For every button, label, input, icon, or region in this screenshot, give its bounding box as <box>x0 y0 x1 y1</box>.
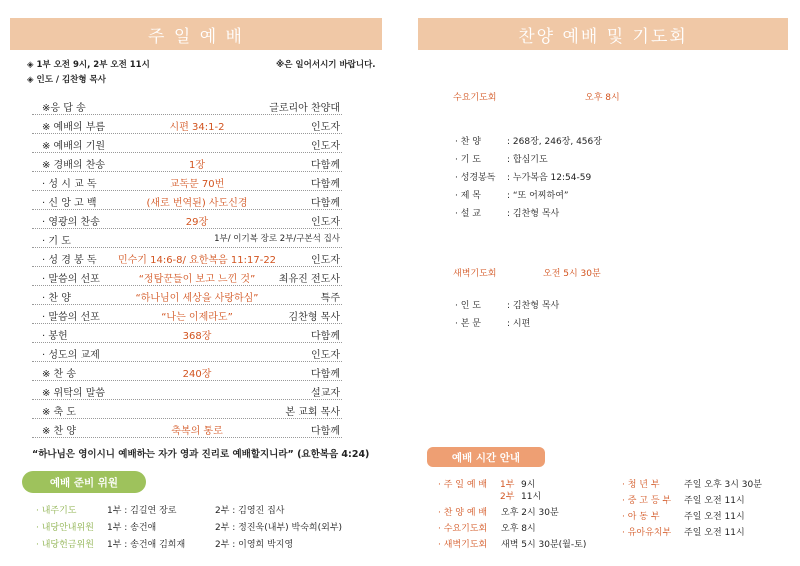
order-label: · 말씀의 선포 <box>42 312 100 323</box>
committee-second: 2부 : 정진욱(내부) 박숙희(외부) <box>215 523 343 533</box>
order-leader: 김찬형 목사 <box>288 312 340 323</box>
schedule-dept: · 청 년 부 <box>622 480 660 490</box>
schedule-time: 오후 8시 <box>501 524 536 534</box>
dawn-prayer-time: 오전 5시 30분 <box>543 269 601 279</box>
order-leader: 글로리아 찬양대 <box>269 103 340 114</box>
wed-prayer-time: 오후 8시 <box>585 93 620 103</box>
schedule-time: 9시 <box>521 480 536 490</box>
order-row <box>32 228 342 248</box>
order-row <box>32 247 342 267</box>
wed-item-value: : 268장, 246장, 456장 <box>507 137 602 147</box>
order-detail: 240장 <box>182 369 212 380</box>
wed-item-value: : 김찬형 목사 <box>507 209 560 219</box>
order-row <box>32 171 342 191</box>
schedule-time: 새벽 5시 30분(월-토) <box>501 540 587 550</box>
order-row <box>32 361 342 381</box>
schedule-dept-time: 주일 오전 11시 <box>684 496 745 506</box>
committee-role: · 내주기도 <box>36 506 77 516</box>
order-label: · 성 경 봉 독 <box>42 255 97 266</box>
order-detail: 민수기 14:6-8/ 요한복음 11:17-22 <box>117 255 277 266</box>
order-leader: 인도자 <box>311 141 340 152</box>
order-label: · 기 도 <box>42 236 71 247</box>
order-leader: 다함께 <box>311 160 340 171</box>
schedule-dept-time: 주일 오전 11시 <box>684 528 745 538</box>
wed-item-label: · 제 목 <box>455 191 481 201</box>
wed-item-label: · 기 도 <box>455 155 481 165</box>
wed-item-label: · 설 교 <box>455 209 481 219</box>
order-leader: 최유진 전도사 <box>278 274 340 285</box>
schedule-part: 2부 <box>500 492 515 502</box>
order-detail: 29장 <box>185 217 209 228</box>
order-detail: “하나님이 세상을 사랑하심” <box>135 293 259 304</box>
order-label: · 신 앙 고 백 <box>42 198 97 209</box>
schedule-dept-time: 주일 오전 11시 <box>684 512 745 522</box>
order-row <box>32 152 342 172</box>
schedule-dept: · 유아유치부 <box>622 528 672 538</box>
standing-notice: ※은 일어서시기 바랍니다. <box>276 60 376 70</box>
order-leader: 인도자 <box>311 255 340 266</box>
order-leader: 다함께 <box>311 426 340 437</box>
order-detail: 368장 <box>182 331 212 342</box>
service-times: ◈ 1부 오전 9시, 2부 오전 11시 <box>27 60 150 70</box>
order-row <box>32 304 342 324</box>
committee-first: 1부 : 송건애 김희재 <box>107 540 186 550</box>
wed-item-value: : 합심기도 <box>507 155 548 165</box>
committee-first: 1부 : 송건애 <box>107 523 157 533</box>
schedule-name: · 주 일 예 배 <box>438 480 488 490</box>
order-row <box>32 209 342 229</box>
schedule-time: 오후 2시 30분 <box>501 508 559 518</box>
order-detail: 시편 34:1-2 <box>169 122 225 133</box>
wed-item-value: : 누가복음 12:54-59 <box>507 173 592 183</box>
dawn-item-value: : 김찬형 목사 <box>507 301 560 311</box>
order-label: · 찬 양 <box>42 293 71 304</box>
order-row <box>32 399 342 419</box>
schedule-dept: · 중 고 등 부 <box>622 496 672 506</box>
order-row <box>32 418 342 438</box>
dawn-prayer-title: 새벽기도회 <box>453 269 497 279</box>
wed-item-value: : “또 어찌하여” <box>507 191 569 201</box>
schedule-time: 11시 <box>521 492 542 502</box>
order-detail: “정탐꾼들이 보고 느낀 것” <box>138 274 256 285</box>
order-leader: 다함께 <box>311 369 340 380</box>
order-label: ※ 경배의 찬송 <box>42 160 106 171</box>
worship-title: 주 일 예 배 <box>148 26 244 47</box>
order-row <box>32 133 342 153</box>
order-row <box>32 266 342 286</box>
leader-info: ◈ 인도 / 김찬형 목사 <box>27 75 106 85</box>
order-leader: 설교자 <box>311 388 340 399</box>
schedule-dept: · 아 동 부 <box>622 512 660 522</box>
order-label: ※ 예배의 기원 <box>42 141 106 152</box>
order-detail: “나는 이제라도” <box>161 312 233 323</box>
order-label: · 성도의 교제 <box>42 350 100 361</box>
order-leader: 1부/ 이기복 장로 2부/구본석 집사 <box>214 234 340 244</box>
order-leader: 본 교회 목사 <box>285 407 340 418</box>
order-row <box>32 114 342 134</box>
schedule-name: · 수요기도회 <box>438 524 488 534</box>
order-leader: 인도자 <box>311 350 340 361</box>
order-row <box>32 342 342 362</box>
order-row <box>32 323 342 343</box>
order-detail: (새로 번역된) 사도신경 <box>146 198 248 209</box>
dawn-item-value: : 시편 <box>507 319 531 329</box>
order-label: · 영광의 찬송 <box>42 217 100 228</box>
order-label: ※응 답 송 <box>42 103 86 114</box>
order-leader: 인도자 <box>311 217 340 228</box>
committee-second: 2부 : 김영진 집사 <box>215 506 285 516</box>
order-label: ※ 찬 양 <box>42 426 77 437</box>
order-label: · 봉헌 <box>42 331 68 342</box>
committee-first: 1부 : 김길연 장로 <box>107 506 177 516</box>
order-detail: 축복의 통로 <box>171 426 223 437</box>
order-detail: 교독문 70번 <box>169 179 225 190</box>
wed-item-label: · 찬 양 <box>455 137 481 147</box>
scripture-quote: “하나님은 영이시니 예배하는 자가 영과 진리로 예배할지니라” (요한복음 4:24) <box>32 449 370 460</box>
order-label: ※ 위탁의 말씀 <box>42 388 106 399</box>
dawn-item-label: · 인 도 <box>455 301 481 311</box>
order-label: · 말씀의 선포 <box>42 274 100 285</box>
committee-second: 2부 : 이영희 박지영 <box>215 540 294 550</box>
order-label: · 성 시 교 독 <box>42 179 97 190</box>
schedule-name: · 찬 양 예 배 <box>438 508 488 518</box>
wed-prayer-title: 수요기도회 <box>453 93 497 103</box>
order-label: ※ 예배의 부름 <box>42 122 106 133</box>
order-label: ※ 찬 송 <box>42 369 77 380</box>
order-row <box>32 380 342 400</box>
order-leader: 특주 <box>320 293 340 304</box>
order-row <box>32 285 342 305</box>
schedule-name: · 새벽기도회 <box>438 540 488 550</box>
committee-role: · 내당헌금위원 <box>36 540 94 550</box>
order-leader: 인도자 <box>311 122 340 133</box>
order-leader: 다함께 <box>311 198 340 209</box>
committee-title: 예배 준비 위원 <box>22 471 146 493</box>
schedule-part: 1부 <box>500 480 515 490</box>
praise-banner <box>418 18 788 50</box>
schedule-title: 예배 시간 안내 <box>427 447 545 467</box>
dawn-item-label: · 본 문 <box>455 319 481 329</box>
schedule-dept-time: 주일 오후 3시 30분 <box>684 480 762 490</box>
wed-item-label: · 성경봉독 <box>455 173 496 183</box>
order-label: ※ 축 도 <box>42 407 77 418</box>
order-leader: 다함께 <box>311 331 340 342</box>
worship-banner <box>10 18 382 50</box>
order-row <box>32 95 342 115</box>
order-detail: 1장 <box>188 160 206 171</box>
praise-title: 찬양 예배 및 기도회 <box>518 26 688 47</box>
order-row <box>32 190 342 210</box>
order-leader: 다함께 <box>311 179 340 190</box>
committee-role: · 내당안내위원 <box>36 523 94 533</box>
